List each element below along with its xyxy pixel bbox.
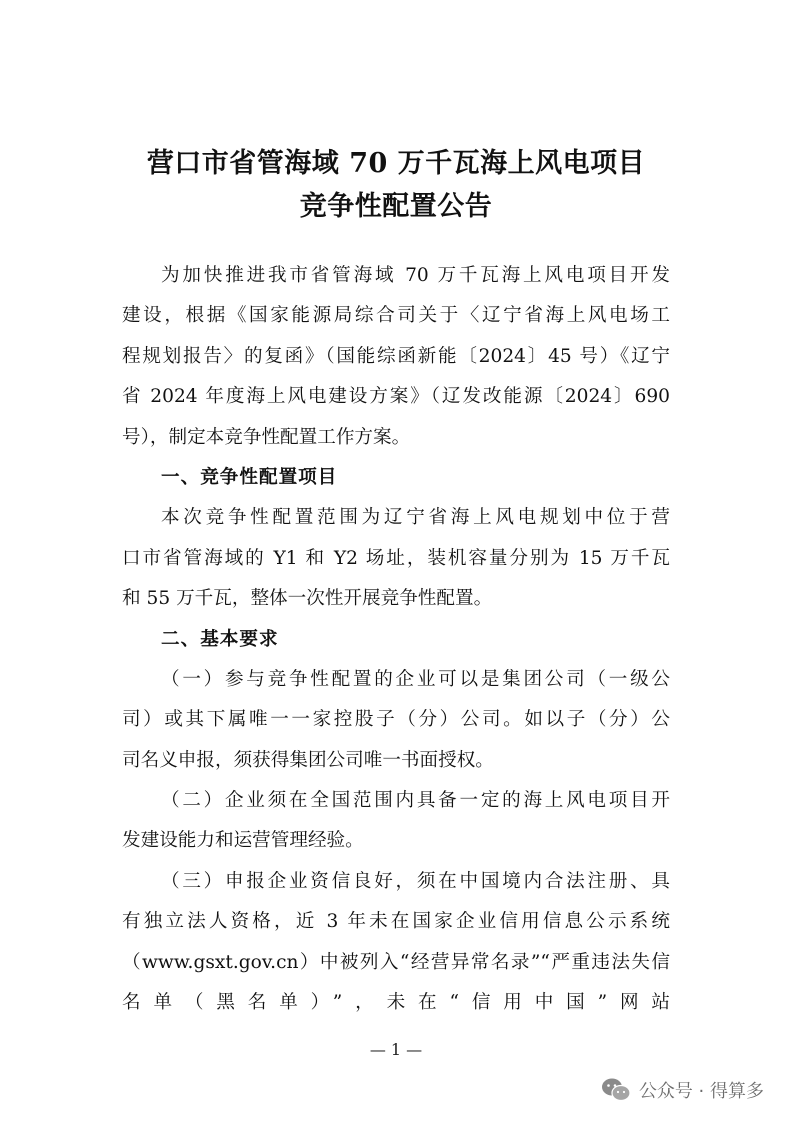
paragraph-line: （一）参与竞争性配置的企业可以是集团公司（一级公 [161, 668, 670, 690]
paragraph-line: 有独立法人资格，近 3 年未在国家企业信用信息公示系统 [122, 911, 670, 933]
paragraph-line: 和 55 万千瓦，整体一次性开展竞争性配置。 [122, 588, 493, 610]
paragraph-line: 省 2024 年度海上风电建设方案》（辽发改能源〔2024〕690 [122, 386, 670, 408]
paragraph-line: 司名义申报，须获得集团公司唯一书面授权。 [122, 749, 494, 771]
watermark [601, 1077, 764, 1103]
document-title-line-1: 营口市省管海域 70 万千瓦海上风电项目 [146, 148, 646, 179]
paragraph-line: 司）或其下属唯一一家控股子（分）公司。如以子（分）公 [122, 709, 670, 731]
paragraph-line: 名单（黑名单）”，未在“信用中国”网站 [122, 992, 670, 1014]
paragraph-line: 为加快推进我市省管海域 70 万千瓦海上风电项目开发 [161, 265, 670, 286]
document-body [122, 256, 670, 1023]
watermark-text: 公众号 · 得算多 [638, 1081, 764, 1102]
paragraph-line: 号），制定本竞争性配置工作方案。 [122, 426, 411, 448]
section-heading: 二、基本要求 [161, 628, 279, 650]
paragraph-line: 本次竞争性配置范围为辽宁省海上风电规划中位于营 [161, 507, 670, 529]
section-heading: 一、竞争性配置项目 [161, 466, 338, 488]
paragraph-line: 发建设能力和运营管理经验。 [122, 830, 364, 852]
paragraph-line: 程规划报告〉的复函》（国能综函新能〔2024〕45 号）《辽宁 [122, 345, 670, 367]
paragraph-line: 建设，根据《国家能源局综合司关于〈辽宁省海上风电场工 [122, 305, 670, 327]
paragraph-line: （www.gsxt.gov.cn）中被列入“经营异常名录”“严重违法失信 [122, 951, 670, 973]
paragraph-line: （三）申报企业资信良好，须在中国境内合法注册、具 [161, 870, 670, 892]
page-number: — 1 — [369, 1040, 423, 1059]
document-title-line-2: 竞争性配置公告 [299, 191, 493, 222]
paragraph-line: 口市省管海域的 Y1 和 Y2 场址，装机容量分别为 15 万千瓦 [122, 547, 670, 569]
wechat-icon [601, 1077, 631, 1103]
paragraph-line: （二）企业须在全国范围内具备一定的海上风电项目开 [161, 790, 670, 812]
